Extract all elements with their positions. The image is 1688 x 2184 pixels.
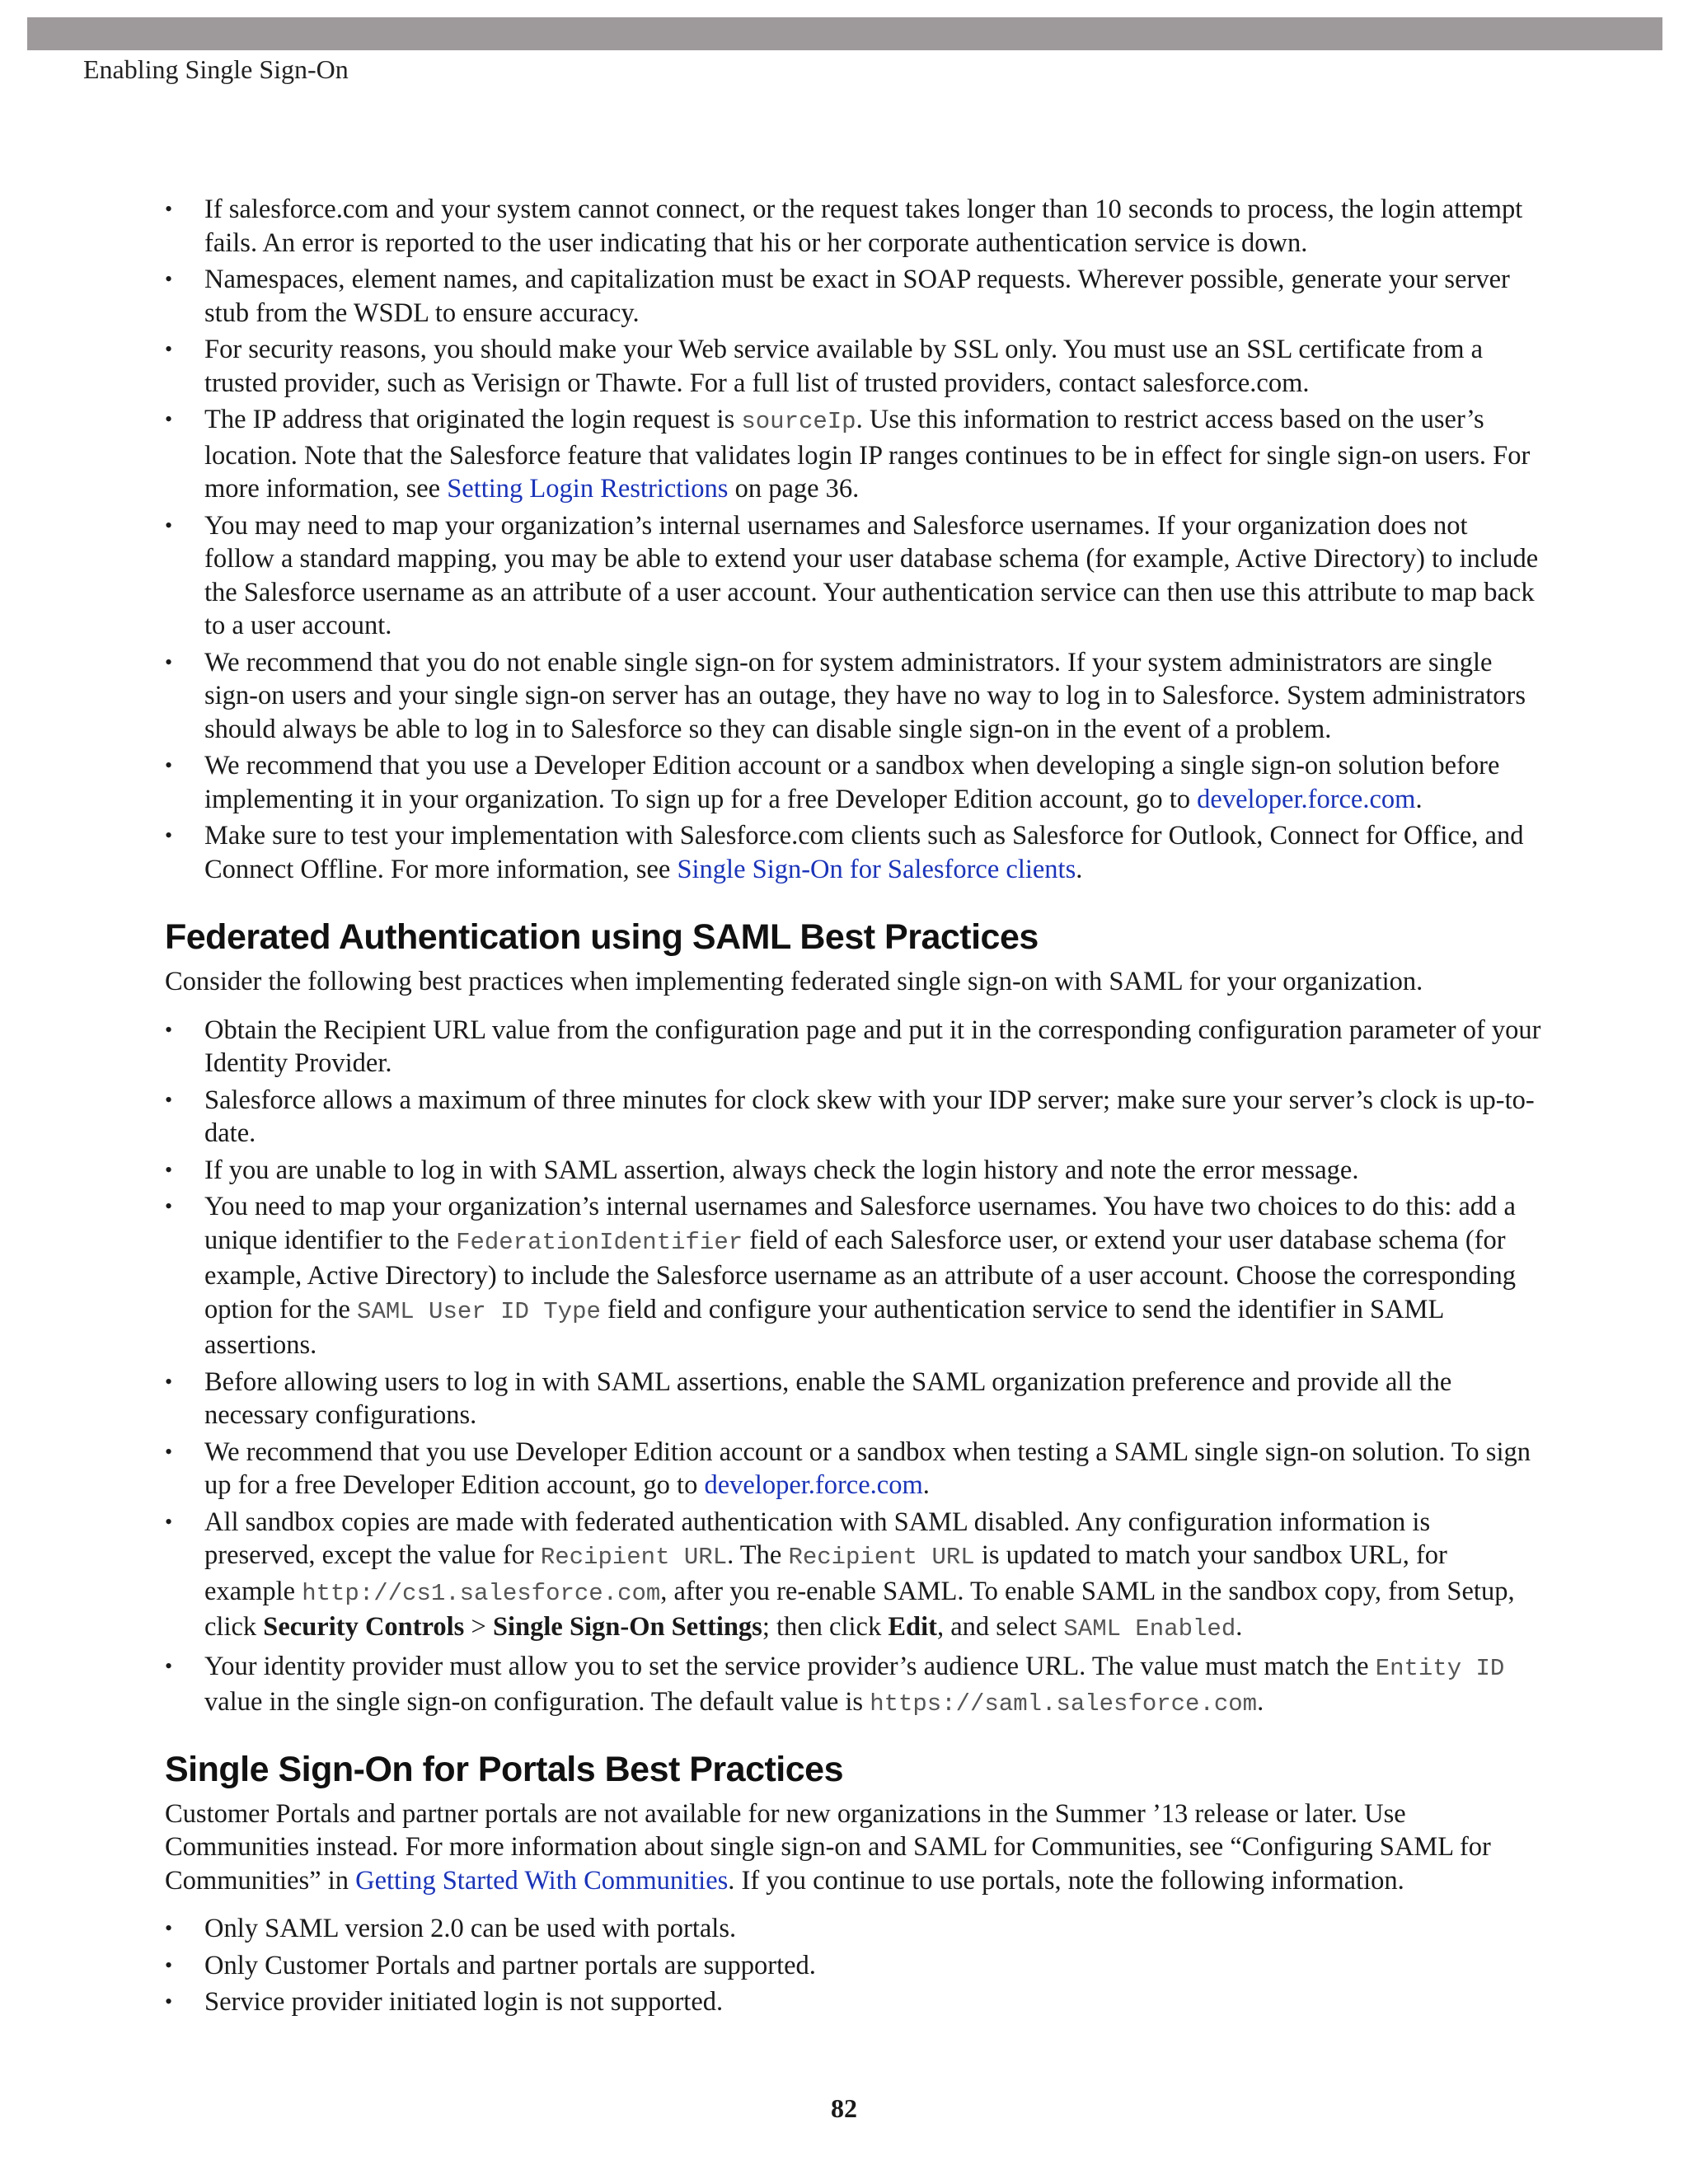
list-item: • You may need to map your organization’s internal usernames and Salesforce usernames. If your organization does not follow a standard mapping, you may be able to extend your user database schema (for example, Active Directory) to include the Salesforce username as an attribute of a user account. Your authentication service can then use this attribute to map back to a user account. xyxy=(165,509,1543,643)
section-intro-portals: Customer Portals and partner portals are not available for new organizations in the Summer ’13 release or later. Use Communities instead. For more information about single sign-on and SAML for Communities, see “Configuring SAML for Communities” in Getting Started With Communities. If you continue to use portals, note the following information. xyxy=(165,1798,1491,1896)
list-item: • We recommend that you do not enable single sign-on for system administrators. If your system administrators are single sign-on users and your single sign-on server has an outage, they have no way to log in to Salesforce. System administrators should always be able to log in to Salesforce so they can disable single sign-on in the event of a problem. xyxy=(165,646,1543,747)
list-item: • Namespaces, element names, and capitalization must be exact in SOAP requests. Wherever possible, generate your server stub from the WSDL to ensure accuracy. xyxy=(165,263,1543,330)
code-sourceip: sourceIp xyxy=(741,408,856,435)
link-setting-login-restrictions[interactable]: Setting Login Restrictions xyxy=(447,474,729,504)
page-content xyxy=(165,193,1543,2022)
list-item: • You need to map your organization’s internal usernames and Salesforce usernames. You have two choices to do this: add a unique identifier to the FederationIdentifier field of each Salesforce user, or extend your user database schema (for example, Active Directory) to include the Salesforce username as an attribute of a user account. Choose the corresponding option for the SAML User ID Type field and configure your authentication service to send the identifier in SAML assertions. xyxy=(165,1190,1543,1362)
section-heading-federated: Federated Authentication using SAML Best Practices xyxy=(165,917,1039,957)
code-default-entity-url: https://saml.salesforce.com xyxy=(870,1690,1258,1718)
list-item: • For security reasons, you should make your Web service available by SSL only. You must use an SSL certificate from a trusted provider, such as Verisign or Thawte. For a full list of trusted providers, contact salesforce.com. xyxy=(165,333,1543,400)
list-item: • Your identity provider must allow you to set the service provider’s audience URL. The value must match the Entity ID value in the single sign-on configuration. The default value is https://saml.salesforce.com. xyxy=(165,1650,1543,1722)
sso-considerations-list xyxy=(165,193,1543,886)
code-recipient-url: Recipient URL xyxy=(540,1544,728,1571)
saml-best-practices-list xyxy=(165,1014,1543,1722)
header-band xyxy=(27,17,1662,50)
ui-path-security-controls: Security Controls xyxy=(263,1612,465,1642)
list-item: • Only SAML version 2.0 can be used with portals. xyxy=(165,1912,1543,1946)
list-item: • Service provider initiated login is not supported. xyxy=(165,1985,1543,2019)
code-sandbox-url: http://cs1.salesforce.com xyxy=(302,1579,661,1607)
ui-path-sso-settings: Single Sign-On Settings xyxy=(492,1612,762,1642)
code-federation-identifier: FederationIdentifier xyxy=(456,1228,743,1256)
section-heading-portals: Single Sign-On for Portals Best Practices xyxy=(165,1749,843,1789)
list-item: • Obtain the Recipient URL value from the configuration page and put it in the corresponding configuration parameter of your Identity Provider. xyxy=(165,1014,1543,1080)
link-developer-force[interactable]: developer.force.com xyxy=(704,1470,923,1500)
page-number: 82 xyxy=(831,2093,857,2123)
running-header: Enabling Single Sign-On xyxy=(83,54,349,84)
list-item: • We recommend that you use Developer Edition account or a sandbox when testing a SAML single sign-on solution. To sign up for a free Developer Edition account, go to developer.force.com. xyxy=(165,1436,1543,1502)
list-item: • The IP address that originated the login request is sourceIp. Use this information to restrict access based on the user’s location. Note that the Salesforce feature that validates login IP ranges continues to be in effect for single sign-on users. For more information, see Setting Login Restrictions on page 36. xyxy=(165,403,1543,506)
list-item: • Only Customer Portals and partner portals are supported. xyxy=(165,1949,1543,1983)
list-item: • All sandbox copies are made with federated authentication with SAML disabled. Any configuration information is preserved, except the value for Recipient URL. The Recipient URL is updated to match your sandbox URL, for example http://cs1.salesforce.com, after you re-enable SAML. To enable SAML in the sandbox copy, from Setup, click Security Controls > Single Sign-On Settings; then click Edit, and select SAML Enabled. xyxy=(165,1506,1543,1647)
section-intro-federated: Consider the following best practices when implementing federated single sign-on with SAML for your organization. xyxy=(165,967,1423,996)
list-item: • We recommend that you use a Developer Edition account or a sandbox when developing a single sign-on solution before implementing it in your organization. To sign up for a free Developer Edition account, go to developer.force.com. xyxy=(165,749,1543,816)
list-item: • Before allowing users to log in with SAML assertions, enable the SAML organization preference and provide all the necessary configurations. xyxy=(165,1366,1543,1432)
link-getting-started-communities[interactable]: Getting Started With Communities xyxy=(355,1865,729,1896)
list-item: • If you are unable to log in with SAML assertion, always check the login history and note the error message. xyxy=(165,1154,1543,1188)
code-entity-id: Entity ID xyxy=(1375,1654,1505,1682)
link-developer-force[interactable]: developer.force.com xyxy=(1197,784,1416,814)
list-item: • Make sure to test your implementation with Salesforce.com clients such as Salesforce for Outlook, Connect for Office, and Connect Offline. For more information, see Single Sign-On for Salesforce clients. xyxy=(165,819,1543,886)
code-saml-enabled: SAML Enabled xyxy=(1063,1615,1236,1643)
portals-list xyxy=(165,1912,1543,2019)
code-saml-user-id-type: SAML User ID Type xyxy=(357,1297,601,1325)
link-sso-salesforce-clients[interactable]: Single Sign-On for Salesforce clients xyxy=(677,854,1076,884)
list-item: • If salesforce.com and your system cannot connect, or the request takes longer than 10 seconds to process, the login attempt fails. An error is reported to the user indicating that his or her corporate authentication service is down. xyxy=(165,193,1543,260)
code-recipient-url: Recipient URL xyxy=(788,1544,975,1571)
ui-path-edit: Edit xyxy=(888,1612,937,1642)
list-item: • Salesforce allows a maximum of three minutes for clock skew with your IDP server; make sure your server’s clock is up-to-date. xyxy=(165,1084,1543,1151)
